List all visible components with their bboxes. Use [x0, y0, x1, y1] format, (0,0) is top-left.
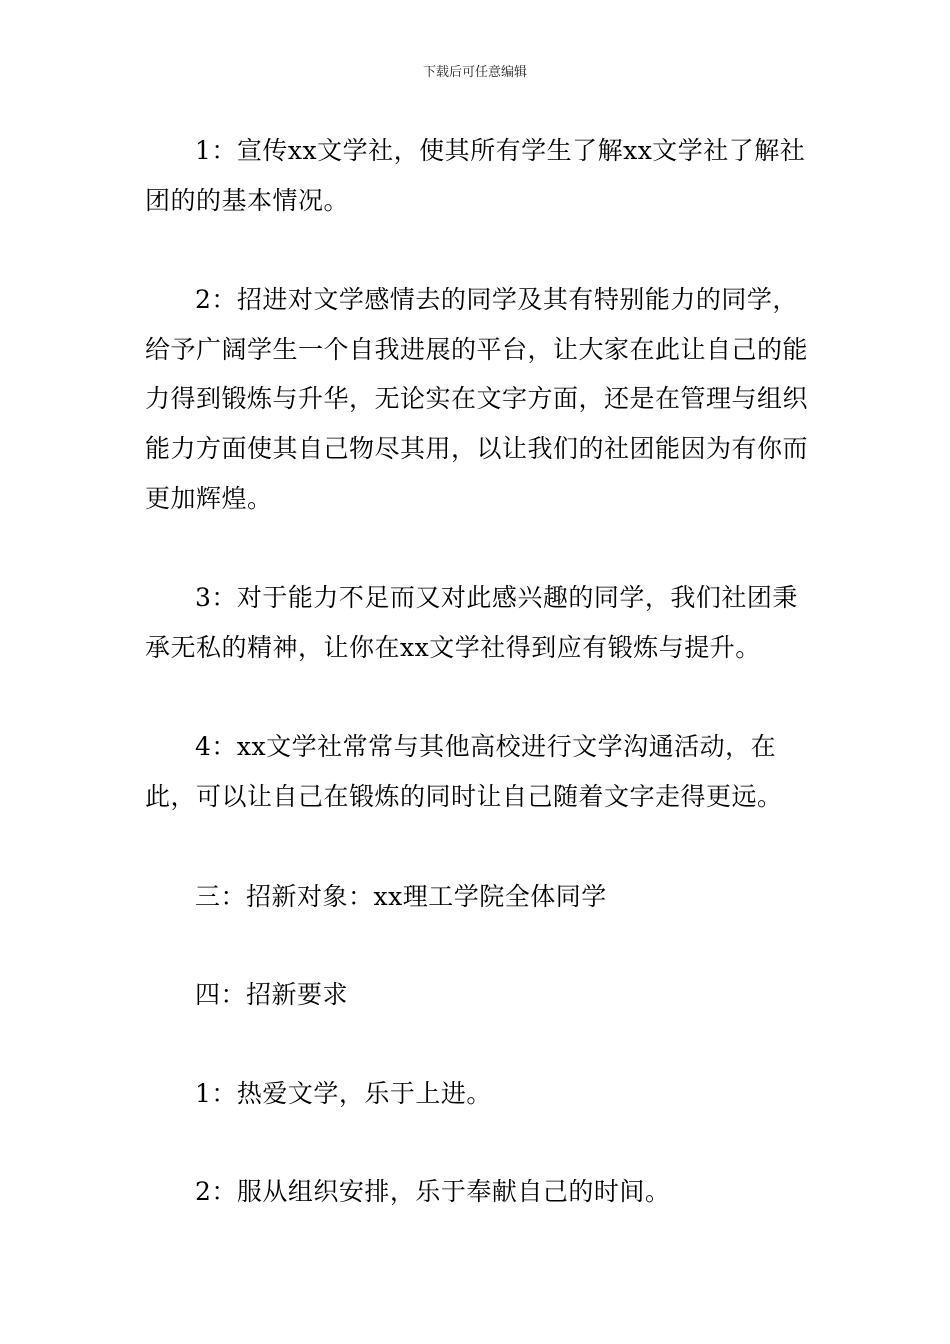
document-body [145, 126, 815, 1217]
requirement-item-2: 2：服从组织安排，乐于奉献自己的时间。 [195, 1177, 671, 1207]
section-heading-recruit-target: 三：招新对象：xx理工学院全体同学 [195, 881, 607, 911]
paragraph-spacer [145, 523, 815, 573]
paragraph-spacer [145, 1020, 815, 1069]
paragraph-purpose-3: 3：对于能力不足而又对此感兴趣的同学，我们社团秉承无私的精神，让你在xx文学社得到应有锻炼与提升。 [145, 583, 798, 662]
requirement-item-1: 1：热爱文学，乐于上进。 [195, 1078, 492, 1108]
paragraph-purpose-2: 2：招进对文学感情去的同学及其有特别能力的同学，给予广阔学生一个自我进展的平台，让大家在此让自己的能力得到锻炼与升华，无论实在文字方面，还是在管理与组织能力方面使其自己物尽其用，以让我们的社团能因为有你而更加辉煌。 [145, 285, 809, 513]
paragraph-spacer [145, 225, 815, 275]
section-heading-recruit-requirements: 四：招新要求 [195, 980, 349, 1010]
paragraph-purpose-4: 4：xx文学社常常与其他高校进行文学沟通活动，在此，可以让自己在锻炼的同时让自己随着文字走得更远。 [145, 732, 783, 811]
paragraph-spacer [145, 672, 815, 722]
paragraph-spacer [145, 822, 815, 872]
paragraph-purpose-1: 1：宣传xx文学社，使其所有学生了解xx文学社了解社团的的基本情况。 [145, 136, 806, 215]
page-header-note: 下载后可任意编辑 [422, 65, 527, 80]
paragraph-spacer [145, 1118, 815, 1167]
paragraph-spacer [145, 921, 815, 970]
